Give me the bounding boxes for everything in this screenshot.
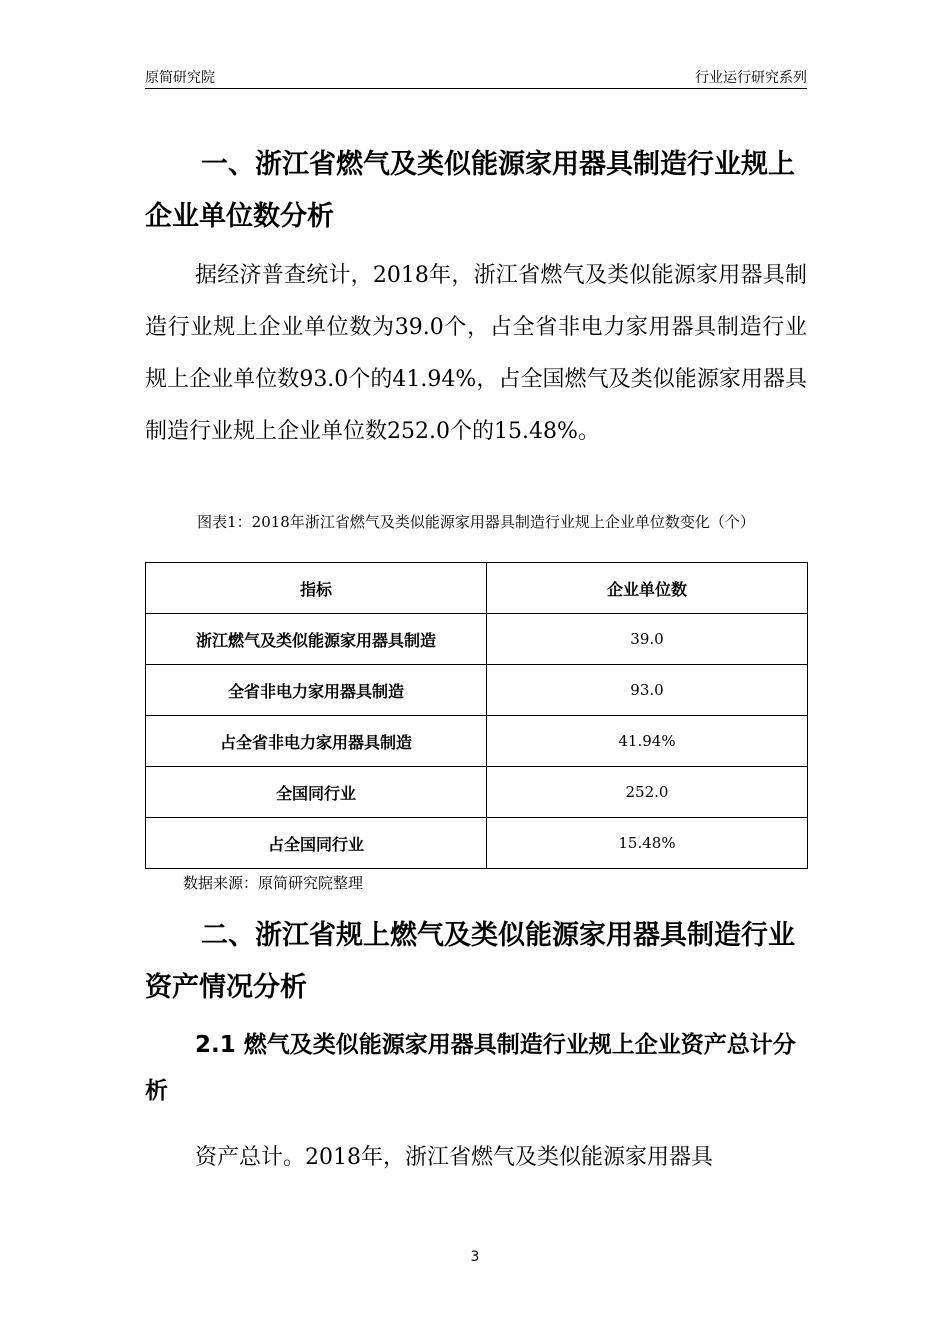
row-value: 41.94% xyxy=(487,716,808,767)
table-header-cell: 企业单位数 xyxy=(487,563,808,614)
header-org-name: 原简研究院 xyxy=(145,70,215,86)
table-row xyxy=(146,716,808,767)
row-label: 全国同行业 xyxy=(146,767,487,818)
row-label: 浙江燃气及类似能源家用器具制造 xyxy=(146,614,487,665)
table-source-note: 数据来源：原简研究院整理 xyxy=(183,874,364,892)
section1-title: 一、浙江省燃气及类似能源家用器具制造行业规上企业单位数分析 xyxy=(145,149,795,232)
enterprise-count-table xyxy=(145,562,808,869)
row-value: 15.48% xyxy=(487,818,808,869)
section2-subtitle: 2.1 燃气及类似能源家用器具制造行业规上企业资产总计分析 xyxy=(145,1032,796,1104)
table-header-row xyxy=(146,563,808,614)
table-row xyxy=(146,818,808,869)
row-label: 占全国同行业 xyxy=(146,818,487,869)
row-value: 93.0 xyxy=(487,665,808,716)
table-caption: 图表1：2018年浙江省燃气及类似能源家用器具制造行业规上企业单位数变化（个） xyxy=(197,513,755,531)
section2-paragraph: 资产总计。2018年，浙江省燃气及类似能源家用器具 xyxy=(195,1145,713,1170)
row-value: 39.0 xyxy=(487,614,808,665)
section2-title: 二、浙江省规上燃气及类似能源家用器具制造行业资产情况分析 xyxy=(145,920,795,1003)
row-value: 252.0 xyxy=(487,767,808,818)
table-row xyxy=(146,614,808,665)
page-header xyxy=(145,64,807,89)
table-header-cell: 指标 xyxy=(146,563,487,614)
row-label: 占全省非电力家用器具制造 xyxy=(146,716,487,767)
row-label: 全省非电力家用器具制造 xyxy=(146,665,487,716)
table-row xyxy=(146,767,808,818)
header-series-name: 行业运行研究系列 xyxy=(695,70,807,86)
section1-paragraph: 据经济普查统计，2018年，浙江省燃气及类似能源家用器具制造行业规上企业单位数为39.0个，占全省非电力家用器具制造行业规上企业单位数93.0个的41.94%，占全国燃气及类似能源家用器具制造行业规上企业单位数252.0个的15.48%。 xyxy=(145,263,807,444)
table-row xyxy=(146,665,808,716)
page-number: 3 xyxy=(470,1249,480,1265)
